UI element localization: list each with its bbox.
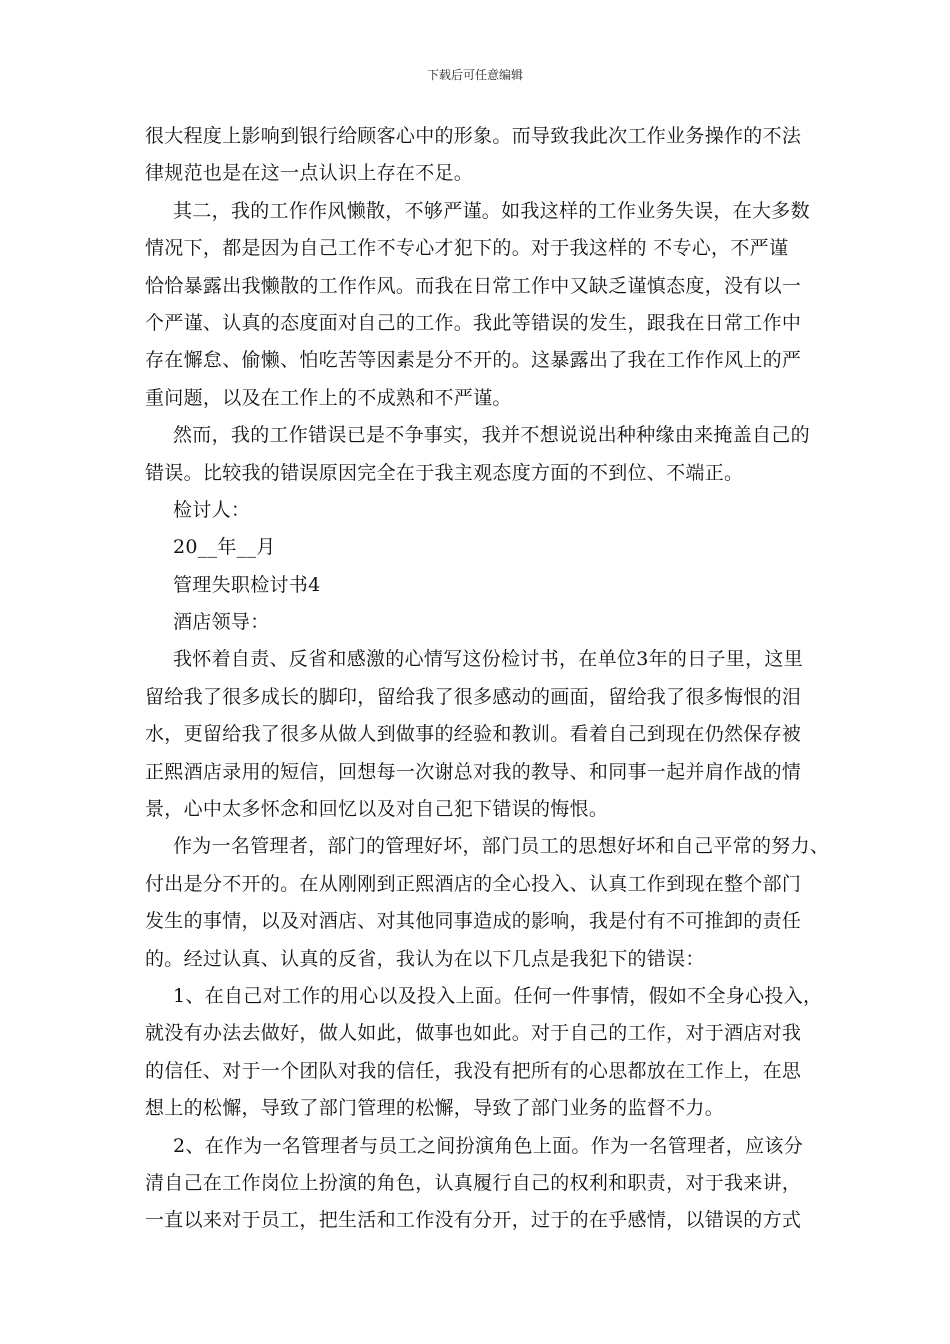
text-line: 清自己在工作岗位上扮演的角色，认真履行自己的权利和职责，对于我来讲， bbox=[145, 1171, 802, 1194]
text-line: 重问题，以及在工作上的不成熟和不严谨。 bbox=[145, 386, 512, 409]
text-line: 一直以来对于员工，把生活和工作没有分开，过于的在乎感情，以错误的方式 bbox=[145, 1209, 802, 1232]
text-line: 的信任、对于一个团队对我的信任，我没有把所有的心思都放在工作上，在思 bbox=[145, 1059, 802, 1082]
text-line: 付出是分不开的。在从刚刚到正熙酒店的全心投入、认真工作到现在整个部门 bbox=[145, 872, 802, 895]
text-line: 酒店领导： bbox=[173, 611, 270, 634]
text-line: 景，心中太多怀念和回忆以及对自己犯下错误的悔恨。 bbox=[145, 798, 609, 821]
text-line: 水，更留给我了很多从做人到做事的经验和教训。看着自己到现在仍然保存被 bbox=[145, 723, 802, 746]
text-line: 存在懈怠、偷懒、怕吃苦等因素是分不开的。这暴露出了我在工作作风上的严 bbox=[145, 349, 802, 372]
text-line: 错误。比较我的错误原因完全在于我主观态度方面的不到位、不端正。 bbox=[145, 461, 744, 484]
text-line: 律规范也是在这一点认识上存在不足。 bbox=[145, 162, 474, 185]
text-line: 其二，我的工作作风懒散，不够严谨。如我这样的工作业务失误，在大多数 bbox=[173, 199, 810, 222]
text-line: 的。经过认真、认真的反省，我认为在以下几点是我犯下的错误： bbox=[145, 947, 705, 970]
document-body bbox=[145, 118, 830, 1240]
text-line: 检讨人： bbox=[173, 498, 251, 521]
text-line: 20__年__月 bbox=[173, 536, 276, 559]
text-line: 然而，我的工作错误已是不争事实，我并不想说说出种种缘由来掩盖自己的 bbox=[173, 424, 810, 447]
text-line: 我怀着自责、反省和感激的心情写这份检讨书，在单位3年的日子里，这里 bbox=[173, 648, 803, 671]
text-line: 管理失职检讨书4 bbox=[173, 573, 321, 596]
text-line: 很大程度上影响到银行给顾客心中的形象。而导致我此次工作业务操作的不法 bbox=[145, 125, 802, 147]
text-line: 1、在自己对工作的用心以及投入上面。任何一件事情，假如不全身心投入， bbox=[173, 984, 823, 1007]
text-line: 就没有办法去做好，做人如此，做事也如此。对于自己的工作，对于酒店对我 bbox=[145, 1022, 802, 1045]
text-line: 正熙酒店录用的短信，回想每一次谢总对我的教导、和同事一起并肩作战的情 bbox=[145, 760, 802, 783]
text-line: 发生的事情，以及对酒店、对其他同事造成的影响，我是付有不可推卸的责任 bbox=[145, 910, 802, 933]
text-line: 个严谨、认真的态度面对自己的工作。我此等错误的发生，跟我在日常工作中 bbox=[145, 311, 802, 334]
text-line: 留给我了很多成长的脚印，留给我了很多感动的画面，留给我了很多悔恨的泪 bbox=[145, 685, 802, 708]
text-line: 恰恰暴露出我懒散的工作作风。而我在日常工作中又缺乏谨慎态度，没有以一 bbox=[145, 274, 802, 297]
text-line: 情况下，都是因为自己工作不专心才犯下的。对于我这样的 不专心，不严谨 bbox=[145, 237, 789, 260]
page-header: 下载后可任意编辑 bbox=[426, 68, 523, 82]
text-line: 想上的松懈，导致了部门管理的松懈，导致了部门业务的监督不力。 bbox=[145, 1097, 725, 1120]
text-line: 2、在作为一名管理者与员工之间扮演角色上面。作为一名管理者，应该分 bbox=[173, 1134, 803, 1157]
text-line: 作为一名管理者，部门的管理好坏，部门员工的思想好坏和自己平常的努力、 bbox=[173, 835, 830, 858]
